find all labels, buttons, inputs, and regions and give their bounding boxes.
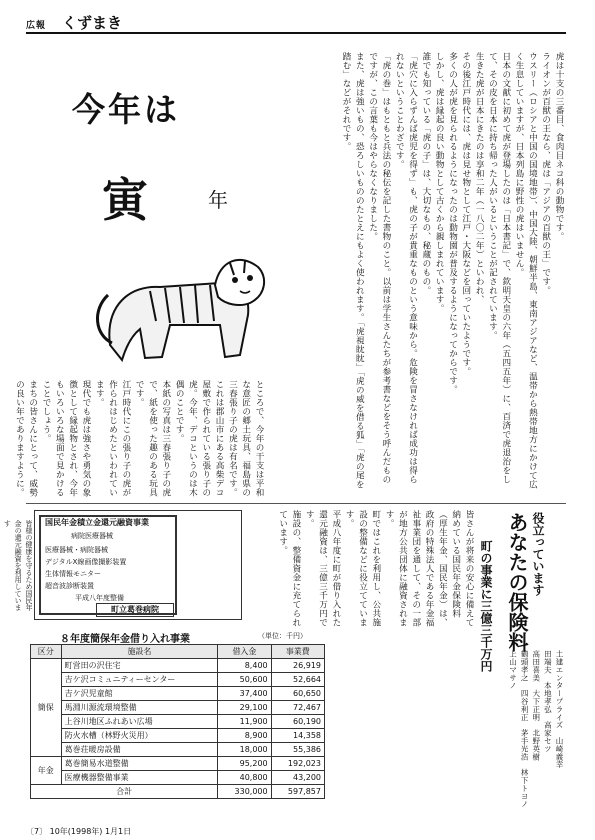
- feature-para: 生きた虎が日本にきたのは享和二年（一八〇二年）といわれ、: [474, 52, 485, 304]
- feature-para: 誰でも知っている「虎の子」は、大切なもの、秘蔵のもの。: [420, 52, 431, 295]
- facility-cell: 吉ケ沢コミュニティーセンター: [61, 673, 218, 687]
- table-row: [31, 673, 325, 687]
- facility-cell: 上谷川地区ふれあい広場: [61, 715, 218, 729]
- feature-article-lower: [14, 380, 265, 500]
- facility-cell: 医療機器整備事業: [61, 771, 218, 785]
- table-row: [31, 743, 325, 757]
- names-list: [470, 650, 565, 820]
- ad-subtitle: 病院医療器械: [71, 532, 113, 540]
- loan-cell: 18,000: [218, 743, 271, 757]
- cost-cell: 52,664: [271, 673, 324, 687]
- facility-cell: 町営田の沢住宅: [61, 659, 218, 673]
- loan-cell: 8,900: [218, 729, 271, 743]
- cost-cell: 72,467: [271, 701, 324, 715]
- header-facility: 施設名: [61, 645, 218, 659]
- pension-para: 施設の、整備資金に充てられています。: [277, 510, 301, 627]
- page-footer: 〔7〕 10年(1998年) 1月1日: [26, 827, 132, 836]
- ad-item: 生体情報モニター: [45, 570, 101, 578]
- cost-cell: 60,190: [271, 715, 324, 729]
- masthead: [26, 12, 566, 34]
- table-header-row: [31, 645, 325, 659]
- feature-article: [265, 52, 565, 492]
- table-row: [31, 715, 325, 729]
- facility-cell: 葛巻荘暖房設備: [61, 743, 218, 757]
- total-loan: 330,000: [218, 785, 271, 799]
- table-row: [31, 729, 325, 743]
- ad-item: 超音波診断装置: [45, 582, 94, 590]
- masthead-label: 広報: [26, 21, 47, 31]
- ad-hospital-name: 町立葛巻病院: [96, 603, 174, 617]
- category-cell: 年金: [31, 757, 62, 785]
- feature-para: 本紙の写真は三春張り子の虎で、紙を使った趣のある玩具です。: [134, 380, 171, 497]
- cost-cell: 60,650: [271, 687, 324, 701]
- names-line: 高田喜美 大下正明 北野英樹: [531, 650, 541, 761]
- cost-cell: 43,200: [271, 771, 324, 785]
- feature-para: しかし、虎は縁起の良い動物として古くから親しまれています。: [434, 52, 445, 313]
- feature-para: ウスリー（ロシアと中国の国境地帯）、中国大陸、朝鮮半島、東南アジアなど、温帯から熱帯地方にかけて広く生息していますが、日本列島に野性の虎はいません。: [514, 52, 538, 489]
- pension-para: 町ではこれを利用し、公共施設の整備などに役立てています。: [344, 510, 381, 627]
- table-unit: （単位：千円）: [258, 632, 307, 640]
- cost-cell: 55,386: [271, 743, 324, 757]
- pension-kicker: 役立っています: [531, 512, 545, 596]
- cost-cell: 14,358: [271, 729, 324, 743]
- feature-para: まちの皆さんにとって、威勢の良い年でありますように。: [14, 380, 38, 497]
- feature-para: 日本の文献に初めて虎が登場したのは「日本書記」で、欽明天皇の六年（五四五年）に、百済で虎退治をして、その皮を日本に持ち帰った人がいるということが記されています。: [487, 52, 511, 484]
- table-row: [31, 687, 325, 701]
- loan-cell: 50,600: [218, 673, 271, 687]
- feature-para: 虎は十支の三番目、食肉目ネコ科の動物です。: [554, 52, 564, 241]
- facility-cell: 馬淵川源流環境整備: [61, 701, 218, 715]
- feature-para: これは郡山市にある高柴デコ屋敷で作られている張り子の虎。今年、デコというのは木偶のことです。: [174, 380, 225, 497]
- pension-subhead: 町の事業に三億三千万円: [479, 540, 493, 672]
- names-line: 鶴頭孝之 四谷利正 茅手光浩 林下トヨノ 上山マサノ: [508, 650, 530, 816]
- category-cell: 簡保: [31, 659, 62, 757]
- pension-article: [250, 510, 475, 630]
- feature-para: ところで、今年の干支は平和な意匠の郷土玩具、福島県の三春張り子の虎は有名です。: [227, 380, 264, 497]
- names-line: 土建エンタープライズ 山崎義幸: [555, 650, 564, 769]
- table-row: [31, 701, 325, 715]
- pension-headline: あなたの保険料: [505, 512, 529, 652]
- facility-cell: 葛巻簡易水道整備: [61, 757, 218, 771]
- tiger-toy-illustration: [90, 225, 275, 375]
- feature-para: ライオンが百獣の王なら、虎は「アジアの百獣の王」です。: [540, 52, 551, 295]
- title-nen: 年: [208, 188, 228, 212]
- loan-cell: 8,400: [218, 659, 271, 673]
- header-cost: 事業費: [271, 645, 324, 659]
- pension-para: 皆さんが将来の安心に備えて納めている国民年金保険料（厚生年金、国民年金）は、政府の特殊法人である年金福祉事業団を通して、その一部が地方公共団体に融資されます。: [384, 510, 474, 627]
- facility-cell: 吉ケ沢児童館: [61, 687, 218, 701]
- total-label: 合計: [31, 785, 218, 799]
- feature-para: その後江戸時代には、虎は見せ物として江戸・大阪などを回っていたようです。: [460, 52, 471, 376]
- cost-cell: 26,919: [271, 659, 324, 673]
- table-row: [31, 659, 325, 673]
- facility-cell: 防火水槽（林野火災用）: [61, 729, 218, 743]
- pension-para: 平成八年度に町が借り入れた還元融資は、三億三千万円です。: [304, 510, 341, 627]
- table-title: ８年度簡保年金借り入れ事業: [60, 634, 190, 645]
- table-row: [31, 757, 325, 771]
- title-kanji: 寅: [102, 173, 148, 227]
- masthead-name: くずまき: [62, 14, 123, 32]
- loan-table: [30, 644, 325, 799]
- feature-para: また、虎は強いもの、恐ろしいもののたとえにもよく使われます。「虎視眈眈」「虎の威を借る狐」「虎の尾を踏む」などがそれです。: [341, 52, 365, 490]
- names-line: 田端夫 本地孝弘 高家セツ: [543, 650, 553, 753]
- ad-item: デジタルX線画像撮影装置: [45, 558, 127, 566]
- total-cost: 597,857: [271, 785, 324, 799]
- feature-para: 多くの人が虎を見られるようになったのは動物園が普及するようになってからです。: [447, 52, 458, 394]
- feature-para: 現代でも虎は強さや勇気の象徴として縁起物とされ、今年もいろいろな場面で見かけることでしょう。: [41, 380, 91, 497]
- table-row: [31, 771, 325, 785]
- cost-cell: 192,023: [271, 757, 324, 771]
- header-category: 区分: [31, 645, 62, 659]
- loan-cell: 40,800: [218, 771, 271, 785]
- header-loan: 借入金: [218, 645, 271, 659]
- section-divider: [26, 503, 566, 504]
- ad-year: 平成八年度整備: [75, 594, 124, 602]
- feature-para: 「虎の巻」はもともと兵法の秘伝を記した書物のこと。以前は学生さんたちが参考書などをそう呼んだものですが、この言葉も今はやらなくなりました。: [367, 52, 391, 484]
- loan-cell: 11,900: [218, 715, 271, 729]
- ad-title: 国民年金積立金還元融資事業: [45, 518, 149, 527]
- table-total-row: [31, 785, 325, 799]
- loan-cell: 29,100: [218, 701, 271, 715]
- feature-para: 「虎穴に入らずんば虎児を得ず」も、虎の子が貴重なものという意味から。危険を冒さなければ成功は得られないということわざです。: [394, 52, 418, 484]
- loan-cell: 95,200: [218, 757, 271, 771]
- feature-para: 江戸時代にこの張り子の虎が作られはじめたといわれています。: [94, 380, 131, 497]
- ad-item: 医療器械・病院器械: [45, 546, 108, 554]
- loan-cell: 37,400: [218, 687, 271, 701]
- title-text: 今年は: [72, 90, 180, 129]
- ad-side-caption: 皆様の健康を守るため国民年金の還元融資を利用しています: [3, 520, 33, 611]
